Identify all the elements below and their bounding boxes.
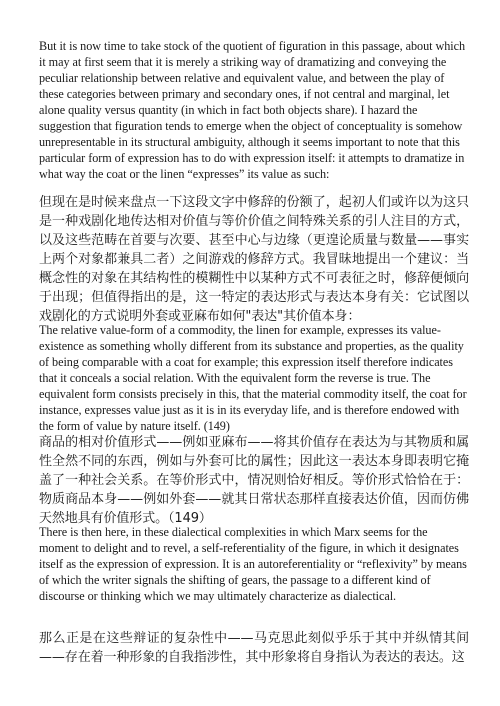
paragraph-english-2: The relative value-form of a commodity, the linen for example, expresses its value-existence as something wholly different from its substance and properties, as the quality of being comparable with a coat for example; this expression itself therefore indicates that it conceals a social relation. With the equivalent form the reverse is true. The equivalent form consists precisely in this, that the material commodity itself, the coat for instance, expresses value just as it is in its everyday life, and is therefore endowed with the form of value by nature itself. (149) bbox=[39, 323, 467, 433]
paragraph-chinese-3: 那么正是在这些辩证的复杂性中——马克思此刻似乎乐于其中并纵情其间——存在着一种形象的自我指涉性，其中形象将自身指认为表达的表达。这 bbox=[39, 631, 469, 665]
paragraph-english-3: There is then here, in these dialectical complexities in which Marx seems for the moment to delight and to revel, a self-referentiality of the figure, in which it designates itself as the expression of expression. It is an autoreferentiality or “reflexivity” by means of which the writer signals the shifting of gears, the passage to a different kind of discourse or thinking which we may ultimately characterize as dialectical. bbox=[39, 525, 467, 603]
paragraph-chinese-2: 商品的相对价值形式——例如亚麻布——将其价值存在表达为与其物质和属性全然不同的东西，例如与外套可比的属性；因此这一表达本身即表明它掩盖了一种社会关系。在等价形式中，情况则恰好相反。等价形式恰恰在于：物质商品本身——例如外套——就其日常状态那样直接表达价值，因而仿佛天然地具有价值形式。（149） bbox=[39, 435, 469, 526]
paragraph-chinese-1: 但现在是时候来盘点一下这段文字中修辞的份额了，起初人们或许以为这只是一种戏剧化地传达相对价值与等价价值之间特殊关系的引人注目的方式，以及这些范畴在首要与次要、甚至中心与边缘（更遑论质量与数量——事实上两个对象都兼具二者）之间游戏的修辞方式。我冒昧地提出一个建议：当概念性的对象在其结构性的模糊性中以某种方式不可表征之时，修辞便倾向于出现；但值得指出的是，这一特定的表达形式与表达本身有关：它试图以戏剧化的方式说明外套或亚麻布如何"表达"其价值本身： bbox=[39, 195, 469, 324]
paragraph-english-1: But it is now time to take stock of the quotient of figuration in this passage, about which it may at first seem that it is merely a striking way of dramatizing and conveying the peculiar relationship between relative and equivalent value, and between the play of these categories between primary and secondary ones, if not central and marginal, let alone quality versus quantity (in which in fact both objects share). I hazard the suggestion that figuration tends to emerge when the object of conceptuality is somehow unrepresentable in its structural ambiguity, although it seems important to note that this particular form of expression has to do with expression itself: it attempts to dramatize in what way the coat or the linen “expresses” its value as such: bbox=[39, 39, 466, 181]
